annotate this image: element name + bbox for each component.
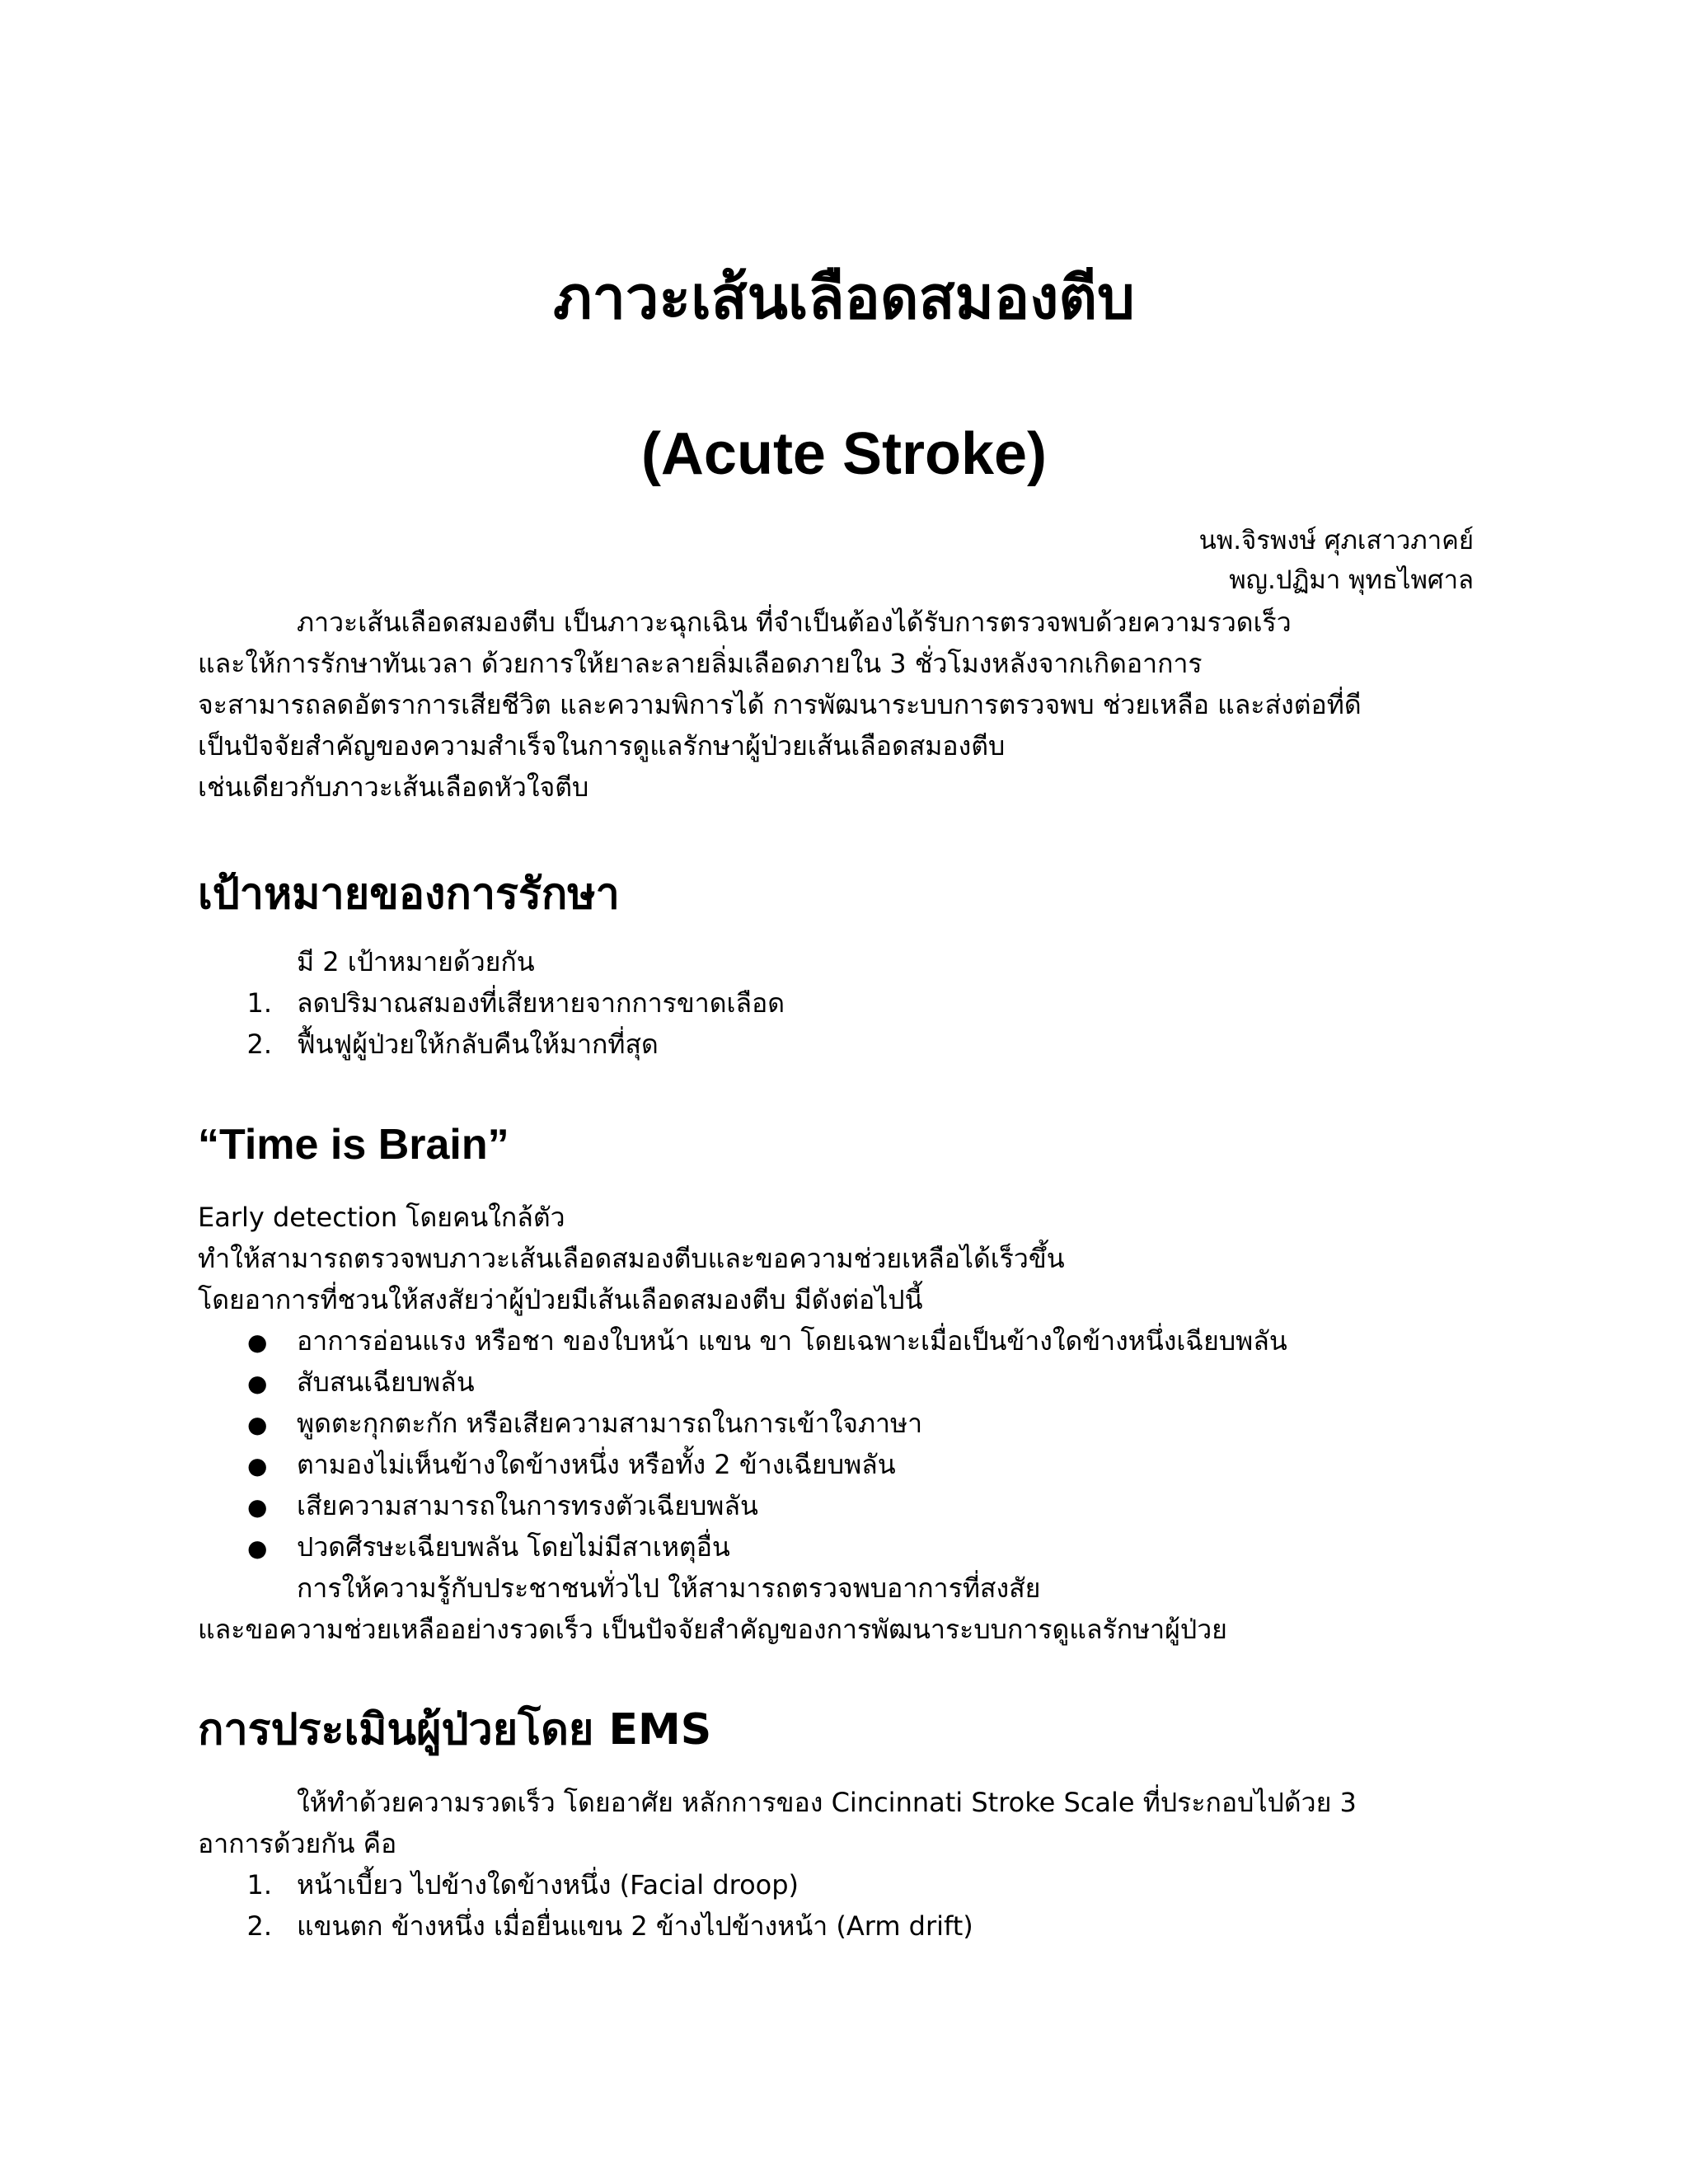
title-thai: ภาวะเส้นเลือดสมองตีบ <box>553 263 1135 332</box>
author-1: นพ.จิรพงษ์ ศุภเสาวภาคย์ <box>1198 526 1474 555</box>
tib-line-2: ทำให้สามารถตรวจพบภาวะเส้นเลือดสมองตีบและขอความช่วยเหลือได้เร็วขึ้น <box>198 1243 1065 1274</box>
bullet-icon: ● <box>247 1535 268 1562</box>
tib-closing-2: และขอความช่วยเหลืออย่างรวดเร็ว เป็นปัจจัยสำคัญของการพัฒนาระบบการดูแลรักษาผู้ป่วย <box>198 1614 1227 1645</box>
ems-line-1: ให้ทำด้วยความรวดเร็ว โดยอาศัย หลักการของ Cincinnati Stroke Scale ที่ประกอบไปด้วย 3 <box>297 1787 1357 1818</box>
intro-line-2: และให้การรักษาทันเวลา ด้วยการให้ยาละลายลิ่มเลือดภายใน 3 ชั่วโมงหลังจากเกิดอาการ <box>198 648 1203 679</box>
goals-item-2-number: 2. <box>246 1029 272 1060</box>
tib-bullet-1: อาการอ่อนแรง หรือชา ของใบหน้า แขน ขา โดยเฉพาะเมื่อเป็นข้างใดข้างหนึ่งเฉียบพลัน <box>297 1325 1287 1357</box>
ems-item-1-number: 1. <box>246 1869 272 1900</box>
bullet-icon: ● <box>247 1411 268 1438</box>
bullet-icon: ● <box>247 1370 268 1397</box>
title-english: (Acute Stroke) <box>640 421 1048 487</box>
ems-item-2-text: แขนตก ข้างหนึ่ง เมื่อยื่นแขน 2 ข้างไปข้างหน้า (Arm drift) <box>297 1910 973 1942</box>
time-is-brain-heading: “Time is Brain” <box>198 1121 509 1169</box>
tib-bullet-6: ปวดศีรษะเฉียบพลัน โดยไม่มีสาเหตุอื่น <box>297 1531 730 1563</box>
ems-heading: การประเมินผู้ป่วยโดย EMS <box>198 1705 712 1755</box>
tib-closing-1: การให้ความรู้กับประชาชนทั่วไป ให้สามารถตรวจพบอาการที่สงสัย <box>297 1572 1041 1604</box>
intro-line-1: ภาวะเส้นเลือดสมองตีบ เป็นภาวะฉุกเฉิน ที่จำเป็นต้องได้รับการตรวจพบด้วยความรวดเร็ว <box>297 607 1292 638</box>
bullet-icon: ● <box>247 1329 268 1356</box>
bullet-icon: ● <box>247 1452 268 1479</box>
ems-item-1-text: หน้าเบี้ยว ไปข้างใดข้างหนึ่ง (Facial droop) <box>297 1869 799 1900</box>
intro-line-4: เป็นปัจจัยสำคัญของความสำเร็จในการดูแลรักษาผู้ป่วยเส้นเลือดสมองตีบ <box>198 730 1006 762</box>
goals-heading: เป้าหมายของการรักษา <box>198 869 620 919</box>
tib-line-3: โดยอาการที่ชวนให้สงสัยว่าผู้ป่วยมีเส้นเลือดสมองตีบ มีดังต่อไปนี้ <box>198 1284 923 1315</box>
goals-item-1-number: 1. <box>246 987 272 1019</box>
tib-bullet-3: พูดตะกุกตะกัก หรือเสียความสามารถในการเข้าใจภาษา <box>297 1408 923 1439</box>
tib-bullet-4: ตามองไม่เห็นข้างใดข้างหนึ่ง หรือทั้ง 2 ข้างเฉียบพลัน <box>297 1449 896 1480</box>
tib-line-1: Early detection โดยคนใกล้ตัว <box>198 1202 565 1233</box>
goals-item-1-text: ลดปริมาณสมองที่เสียหายจากการขาดเลือด <box>297 987 785 1019</box>
ems-line-2: อาการด้วยกัน คือ <box>198 1828 397 1859</box>
intro-line-5: เช่นเดียวกับภาวะเส้นเลือดหัวใจตีบ <box>198 771 589 803</box>
goals-lead: มี 2 เป้าหมายด้วยกัน <box>297 946 535 977</box>
tib-bullet-5: เสียความสามารถในการทรงตัวเฉียบพลัน <box>297 1490 758 1521</box>
intro-line-3: จะสามารถลดอัตราการเสียชีวิต และความพิการได้ การพัฒนาระบบการตรวจพบ ช่วยเหลือ และส่งต่อที่ดี <box>198 689 1362 720</box>
bullet-icon: ● <box>247 1493 268 1521</box>
goals-item-2-text: ฟื้นฟูผู้ป่วยให้กลับคืนให้มากที่สุด <box>297 1029 659 1060</box>
tib-bullet-2: สับสนเฉียบพลัน <box>297 1366 475 1398</box>
ems-item-2-number: 2. <box>246 1910 272 1942</box>
author-2: พญ.ปฏิมา พุทธไพศาล <box>1229 565 1474 595</box>
